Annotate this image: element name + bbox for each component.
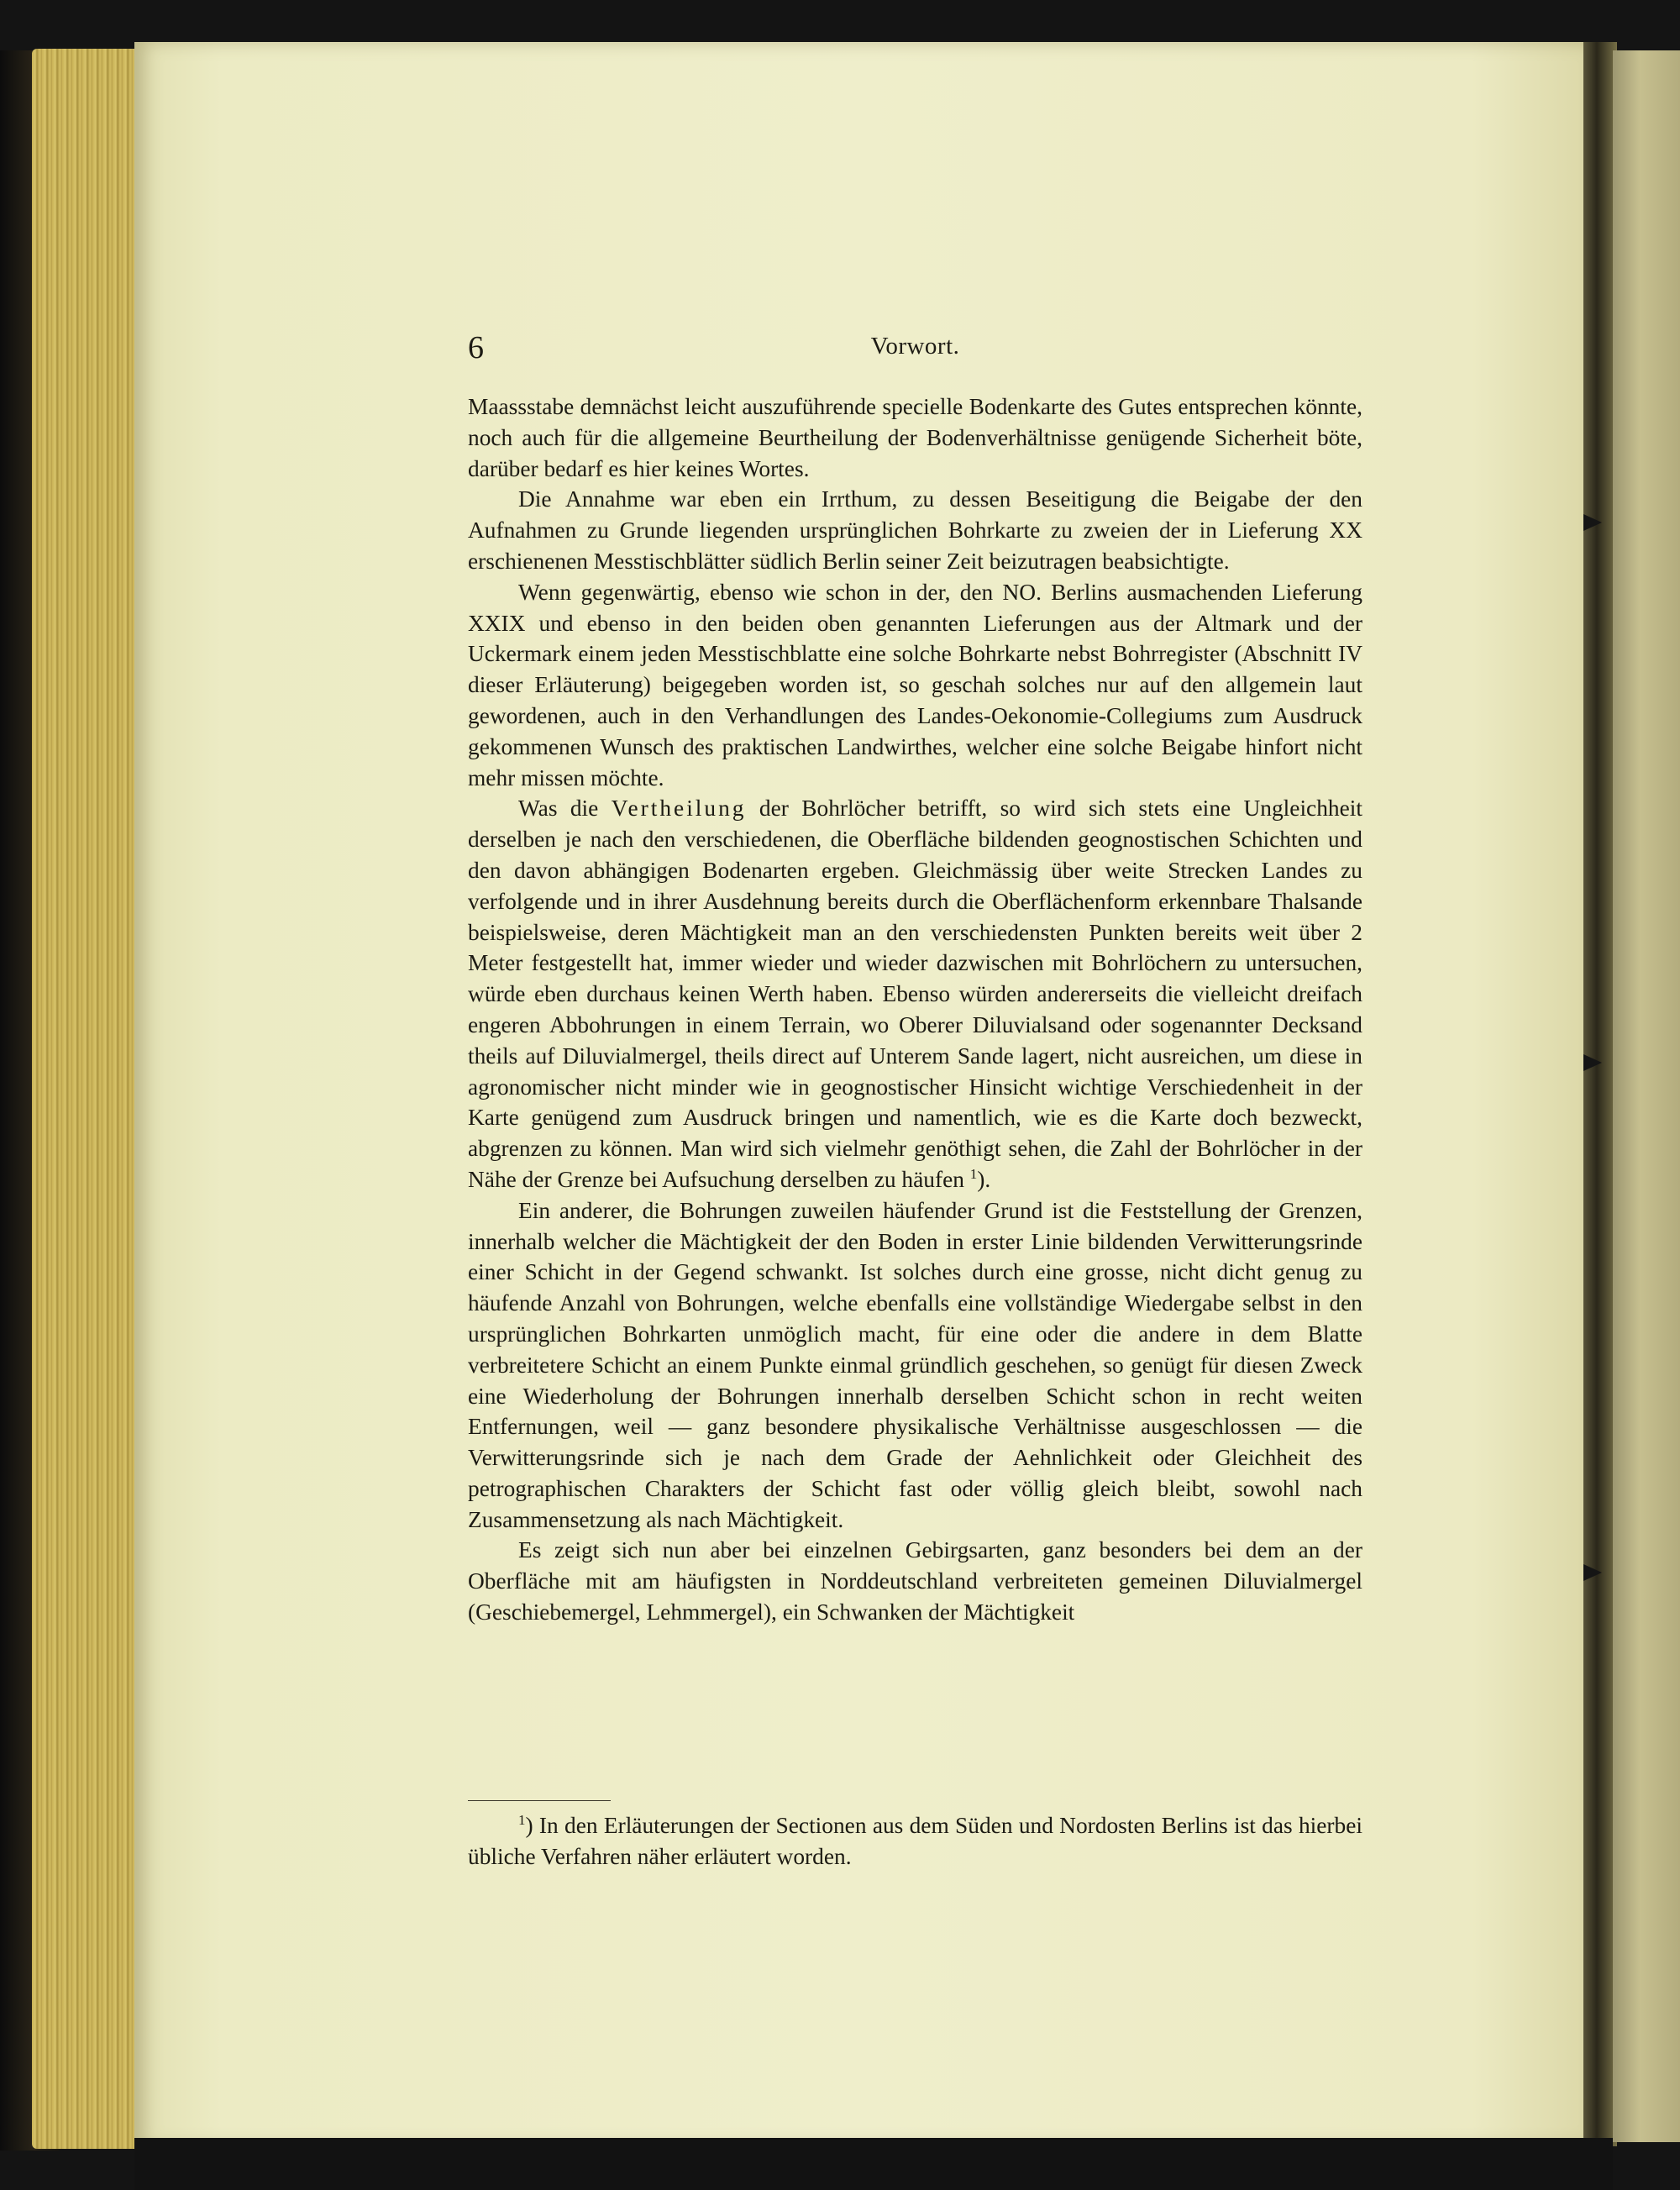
page-tab-marker bbox=[1583, 1564, 1602, 1581]
paragraph: Wenn gegenwärtig, ebenso wie schon in der, den NO. Berlins ausmachenden Lieferung XXIX und ebenso in den beiden oben genannten Lieferungen aus der Altmark und der Uckermark einem jeden Messtischblatte eine solche Bohrkarte nebst Bohrregister (Abschnitt IV dieser Erläuterung) beigegeben worden ist, so geschah solches nur auf den allgemein laut gewordenen, auch in den Verhandlungen des Landes-Oekonomie-Collegiums zum Ausdruck gekommenen Wunsch des praktischen Landwirthes, welcher eine solche Beigabe hinfort nicht mehr missen möchte. bbox=[468, 579, 1362, 790]
running-head: Vorwort. bbox=[870, 333, 960, 360]
page-number: 6 bbox=[468, 330, 484, 365]
footnote-rule bbox=[468, 1800, 611, 1801]
page-tab-marker bbox=[1583, 1054, 1602, 1071]
paragraph: Es zeigt sich nun aber bei einzelnen Gebirgsarten, ganz besonders bei dem an der Oberfläche mit am häufigsten in Norddeutschland verbreiteten gemeinen Diluvialmergel (Geschiebemergel, Lehmmergel), ein Schwanken der Mächtigkeit bbox=[468, 1537, 1362, 1625]
paragraph: Ein anderer, die Bohrungen zuweilen häufender Grund ist die Feststellung der Grenzen, innerhalb welcher die Mächtigkeit der den Boden in erster Linie bildenden Verwitterungsrinde einer Schicht in der Gegend schwankt. Ist solches durch eine grosse, nicht dicht genug zu häufende Anzahl von Bohrungen, welche ebenfalls eine vollständige Wiedergabe selbst in den ursprünglichen Bohrkarten unmöglich macht, für eine oder die andere in dem Blatte verbreitetere Schicht an einem Punkte einmal gründlich geschehen, so genügt für diesen Zweck eine Wiederholung der Bohrungen innerhalb derselben Schicht schon in recht weiten Entfernungen, weil — ganz besondere physikalische Verhältnisse ausgeschlossen — die Verwitterungsrinde sich je nach dem Grade der Aehnlichkeit oder Gleichheit des petrographischen Charakters der Schicht fast oder völlig gleich bleibt, sowohl nach Zusammensetzung als nach Mächtigkeit. bbox=[468, 1197, 1362, 1532]
text-run: Was die bbox=[518, 796, 612, 822]
paragraph bbox=[468, 793, 1362, 1195]
footnote-ref: 1 bbox=[969, 1165, 978, 1182]
main-text bbox=[468, 391, 1362, 1628]
text-run: der Bohrlöcher betrifft, so wird sich stets eine Ungleichheit derselben je nach den verschiedenen, die Oberfläche bildenden geognostischen Schichten und den davon abhängigen Bodenarten ergeben. Gleichmässig über weite Strecken Landes zu verfolgende und in ihrer Ausdehnung bereits durch die Oberflächenform erkennbare Thalsande beispielsweise, deren Mächtigkeit man an den verschiedensten Punkten bereits weit über 2 Meter festgestellt hat, immer wieder und wieder dazwischen mit Bohrlöchern zu untersuchen, würde eben durchaus keinen Werth haben. Ebenso würden andererseits die vielleicht dreifach engeren Abbohrungen in einem Terrain, wo Oberer Diluvialsand oder sogenannter Decksand theils auf Diluvialmergel, theils direct auf Unterem Sande lagert, nicht ausreichen, um diese in agronomischer nicht minder wie in geognostischer Hinsicht wichtige Verschiedenheit in der Karte genügend zum Ausdruck bringen und namentlich, wie es die Karte doch bezweckt, abgrenzen zu können. Man wird sich vielmehr genöthigt sehen, die Zahl der Bohrlöcher in der Nähe der Grenze bei Aufsuchung derselben zu häufen bbox=[468, 796, 1362, 1192]
paragraph: Maassstabe demnächst leicht auszuführende specielle Bodenkarte des Gutes entsprechen könnte, noch auch für die allgemeine Beurtheilung der Bodenverhältnisse genügende Sicherheit böte, darüber bedarf es hier keines Wortes. bbox=[468, 394, 1362, 481]
page-tab-marker bbox=[1583, 514, 1602, 531]
footnote bbox=[468, 1810, 1362, 1872]
bottom-shadow bbox=[134, 2138, 1613, 2190]
page-header bbox=[468, 329, 1362, 371]
book-gutter bbox=[1583, 42, 1617, 2146]
footnotes bbox=[468, 1810, 1362, 1872]
paragraph: Die Annahme war eben ein Irrthum, zu dessen Beseitigung die Beigabe der den Aufnahmen zu Grunde liegenden ursprünglichen Bohrkarte zu zweien der in Lieferung XX erschienenen Messtischblätter südlich Berlin seiner Zeit beizutragen beabsichtigte. bbox=[468, 486, 1362, 574]
spaced-emphasis: Vertheilung bbox=[611, 796, 747, 822]
footnote-marker: 1 bbox=[518, 1811, 526, 1828]
facing-page-edge bbox=[1613, 50, 1680, 2142]
footnote-text: ) In den Erläuterungen der Sectionen aus dem Süden und Nordosten Berlins ist das hierbei übliche Verfahren näher erläutert worden. bbox=[468, 1813, 1362, 1869]
text-run: ). bbox=[977, 1166, 991, 1192]
